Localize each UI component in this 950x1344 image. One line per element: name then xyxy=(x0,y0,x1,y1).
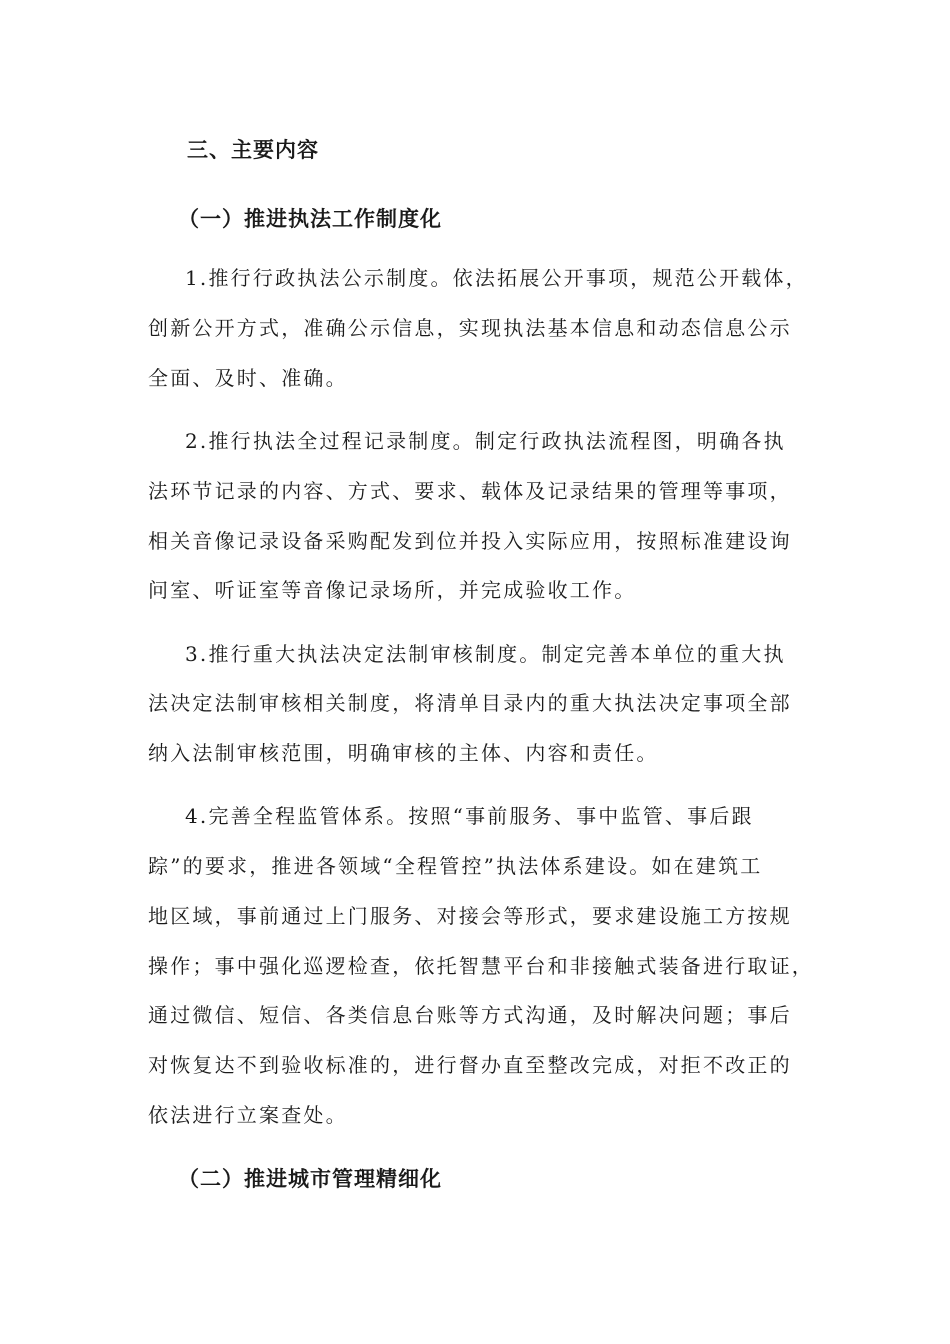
paragraph-4-line-1: 4.完善全程监管体系。按照“事前服务、事中监管、事后跟 xyxy=(185,804,754,828)
paragraph-3-line-3: 纳入法制审核范围，明确审核的主体、内容和责任。 xyxy=(148,741,659,765)
subsection-title-1: （一）推进执法工作制度化 xyxy=(178,206,442,231)
subsection-title-2: （二）推进城市管理精细化 xyxy=(178,1166,442,1191)
section-title: 三、主要内容 xyxy=(187,137,319,162)
paragraph-2-line-1: 2.推行执法全过程记录制度。制定行政执法流程图，明确各执 xyxy=(185,429,786,453)
paragraph-4-line-2: 踪”的要求，推进各领域“全程管控”执法体系建设。如在建筑工 xyxy=(148,854,763,878)
paragraph-1-line-1: 1.推行行政执法公示制度。依法拓展公开事项，规范公开载体， xyxy=(185,266,808,290)
paragraph-4-line-6: 对恢复达不到验收标准的，进行督办直至整改完成，对拒不改正的 xyxy=(148,1053,792,1077)
paragraph-3-line-2: 法决定法制审核相关制度，将清单目录内的重大执法决定事项全部 xyxy=(148,691,792,715)
paragraph-4-line-7: 依法进行立案查处。 xyxy=(148,1103,348,1127)
paragraph-2-line-2: 法环节记录的内容、方式、要求、载体及记录结果的管理等事项， xyxy=(148,479,792,503)
paragraph-4-line-3: 地区域，事前通过上门服务、对接会等形式，要求建设施工方按规 xyxy=(148,904,792,928)
paragraph-1-line-2: 创新公开方式，准确公示信息，实现执法基本信息和动态信息公示 xyxy=(148,316,792,340)
paragraph-2-line-3: 相关音像记录设备采购配发到位并投入实际应用，按照标准建设询 xyxy=(148,529,792,553)
paragraph-2-line-4: 问室、听证室等音像记录场所，并完成验收工作。 xyxy=(148,578,637,602)
paragraph-3-line-1: 3.推行重大执法决定法制审核制度。制定完善本单位的重大执 xyxy=(185,642,786,666)
paragraph-4-line-4: 操作；事中强化巡逻检查，依托智慧平台和非接触式装备进行取证， xyxy=(148,954,814,978)
paragraph-1-line-3: 全面、及时、准确。 xyxy=(148,366,348,390)
paragraph-4-line-5: 通过微信、短信、各类信息台账等方式沟通，及时解决问题；事后 xyxy=(148,1003,792,1027)
